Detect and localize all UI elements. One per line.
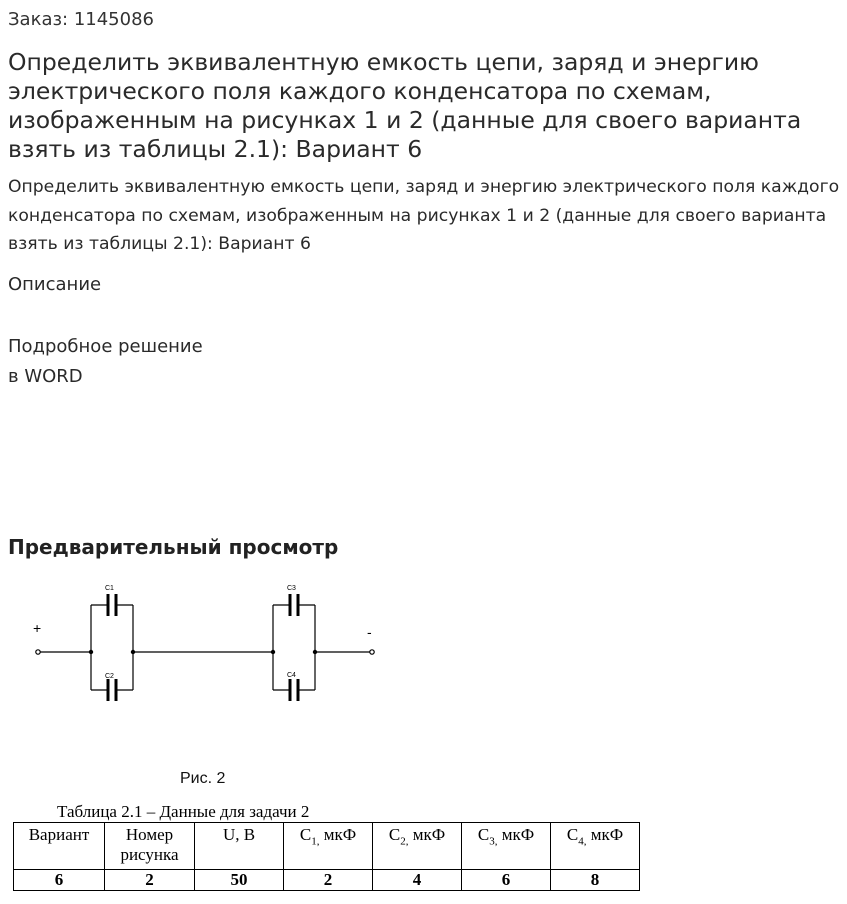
data-table [13, 822, 640, 891]
plus-label: + [33, 620, 42, 636]
minus-label: - [367, 624, 372, 640]
input-terminal [36, 650, 40, 654]
c2-label: C2 [105, 673, 114, 680]
junction-dot [271, 650, 275, 654]
preview-heading: Предварительный просмотр [8, 535, 339, 559]
junction-dot [313, 650, 317, 654]
table-row [14, 870, 640, 891]
c3-label: C3 [287, 585, 296, 592]
header-c1: $C_{1,}$ мкФ [284, 823, 373, 870]
solution-note-line1: Подробное решение [8, 336, 203, 357]
cell-voltage: 50 [195, 870, 284, 891]
c1-label: C1 [105, 585, 114, 592]
cell-c4: 8 [551, 870, 640, 891]
output-terminal [370, 650, 374, 654]
task-description: Определить эквивалентную емкость цепи, заряд и энергию электрического поля каждого конденсатора по схемам, изображенным на рисунках 1 и 2 (данные для своего варианта взять из таблицы 2.1): Вариант 6 [8, 177, 840, 254]
header-figure-number: Номер рисунка [105, 823, 195, 870]
description-heading: Описание [8, 274, 102, 295]
cell-variant: 6 [14, 870, 105, 891]
circuit-diagram [0, 570, 420, 705]
header-c2: $C_{2,}$ мкФ [373, 823, 462, 870]
header-c4: $C_{4,}$ мкФ [551, 823, 640, 870]
cell-c2: 4 [373, 870, 462, 891]
cell-c1: 2 [284, 870, 373, 891]
header-c3: $C_{3,}$ мкФ [462, 823, 551, 870]
cell-c3: 6 [462, 870, 551, 891]
junction-dot [131, 650, 135, 654]
c4-label: C4 [287, 672, 296, 679]
header-variant: Вариант [14, 823, 105, 870]
table-caption: Таблица 2.1 – Данные для задачи 2 [57, 802, 310, 821]
table-header-row [14, 823, 640, 870]
header-voltage: U, В [195, 823, 284, 870]
order-number: Заказ: 1145086 [8, 9, 154, 30]
figure-caption: Рис. 2 [180, 770, 226, 787]
solution-note-line2: в WORD [8, 366, 83, 387]
junction-dot [89, 650, 93, 654]
cell-figure-number: 2 [105, 870, 195, 891]
page-title: Определить эквивалентную емкость цепи, заряд и энергию электрического поля каждого конденсатора по схемам, изображенным на рисунках 1 и 2 (данные для своего варианта взять из таблицы 2.1): Вариант 6 [8, 48, 802, 163]
